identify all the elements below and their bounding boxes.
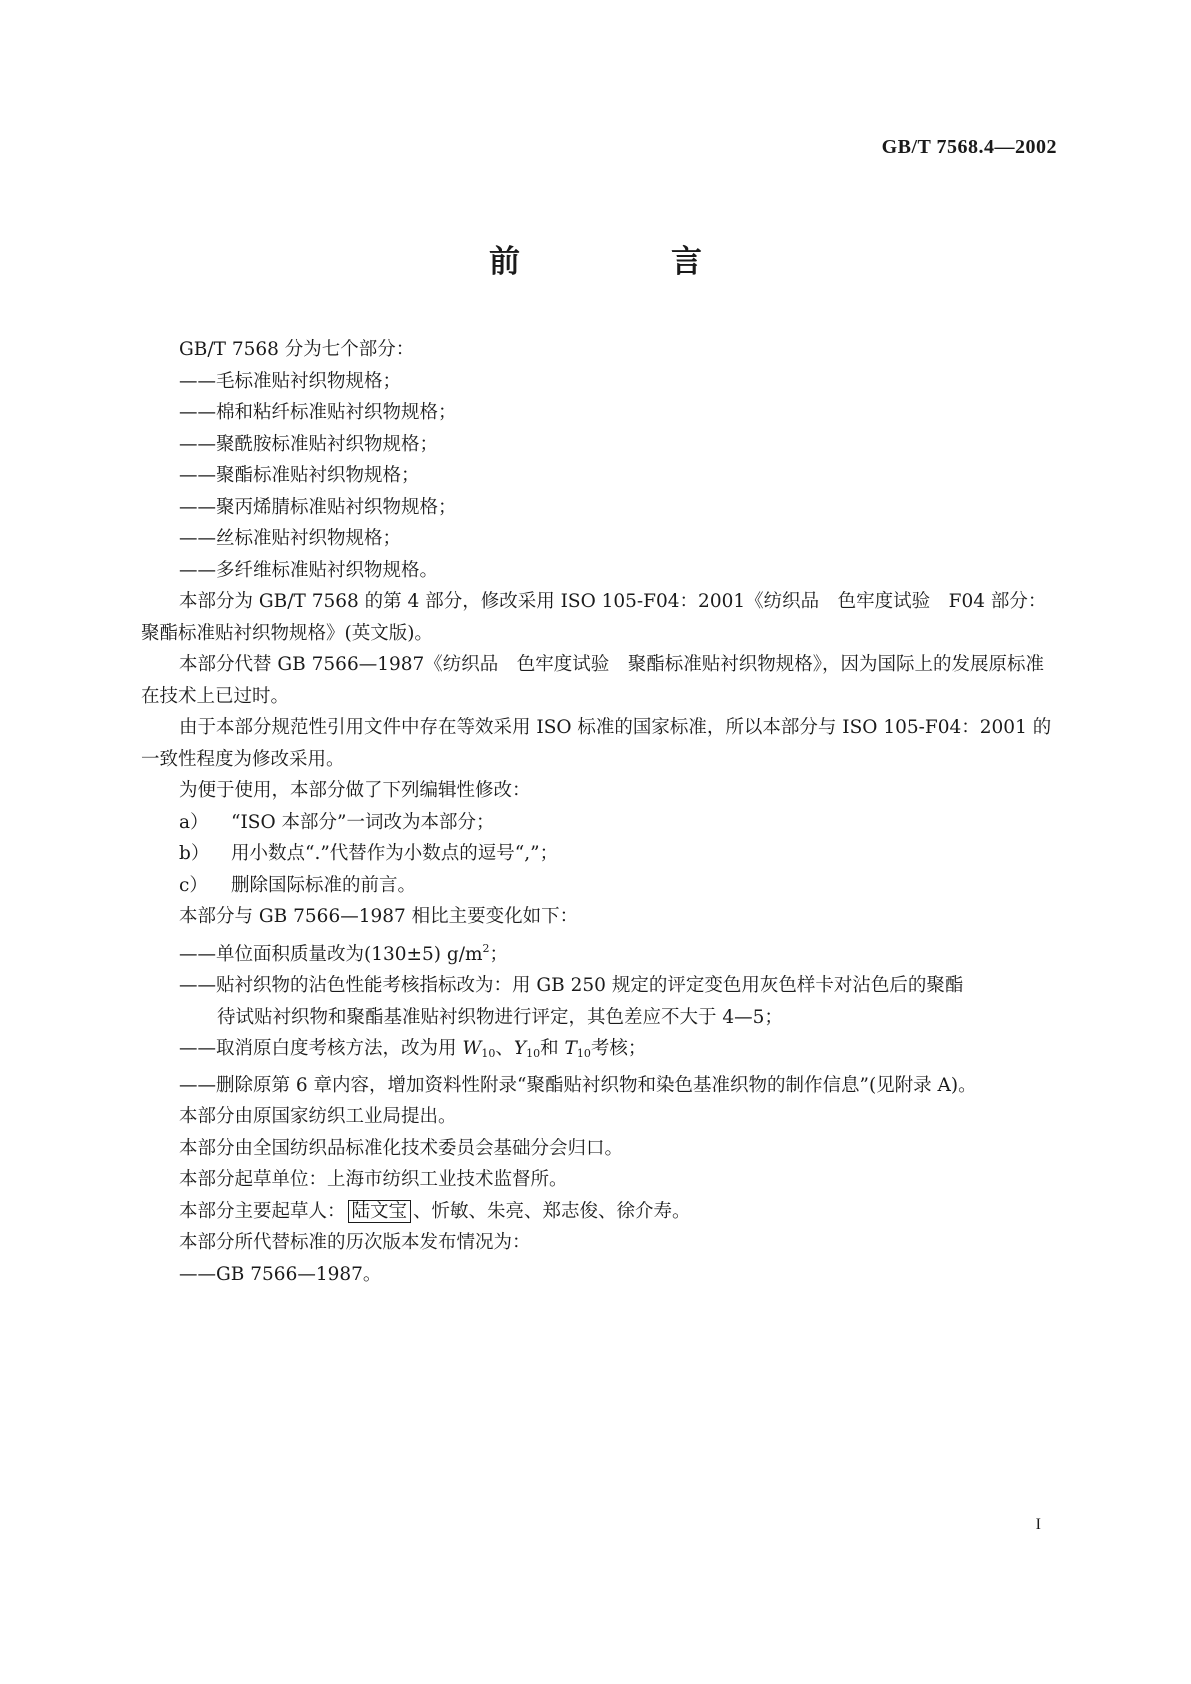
proposer-paragraph: 本部分由原国家纺织工业局提出。 bbox=[179, 1106, 457, 1127]
drafters-label: 本部分主要起草人： bbox=[179, 1200, 346, 1222]
change-text: ； bbox=[489, 943, 509, 965]
symbol-y: Y bbox=[513, 1038, 527, 1059]
scope-paragraph: 本部分为 GB/T 7568 的第 4 部分，修改采用 ISO 105-F04：2001《纺织品 色牢度试验 F04 部分：聚酯标准贴衬织物规格》(英文版)。 bbox=[141, 591, 1047, 644]
superscript: 2 bbox=[482, 941, 490, 955]
symbol-w: W bbox=[462, 1038, 482, 1059]
symbol-t: T bbox=[564, 1038, 577, 1059]
subscript: 10 bbox=[481, 1047, 496, 1060]
boxed-name: 陆文宝 bbox=[348, 1200, 412, 1223]
drafting-unit-paragraph: 本部分起草单位：上海市纺织工业技术监督所。 bbox=[179, 1169, 568, 1190]
subscript: 10 bbox=[526, 1047, 541, 1060]
change-text: 考核； bbox=[590, 1038, 647, 1059]
foreword-body bbox=[141, 334, 1060, 1290]
change-text-continued: 待试贴衬织物和聚酯基准贴衬织物进行评定，其色差应不大于 4—5； bbox=[217, 1006, 783, 1028]
change-item bbox=[141, 933, 1060, 971]
part-item: ——毛标准贴衬织物规格； bbox=[179, 370, 402, 392]
committee-paragraph: 本部分由全国纺织品标准化技术委员会基础分会归口。 bbox=[179, 1137, 624, 1159]
history-intro: 本部分所代替标准的历次版本发布情况为： bbox=[179, 1232, 531, 1253]
part-item: ——丝标准贴衬织物规格； bbox=[179, 528, 402, 549]
consistency-paragraph: 由于本部分规范性引用文件中存在等效采用 ISO 标准的国家标准，所以本部分与 ISO 105-F04：2001 的一致性程度为修改采用。 bbox=[141, 717, 1052, 770]
change-item: ——删除原第 6 章内容，增加资料性附录“聚酯贴衬织物和染色基准织物的制作信息”(见附录 A)。 bbox=[179, 1074, 977, 1096]
replacement-paragraph: 本部分代替 GB 7566—1987《纺织品 色牢度试验 聚酯标准贴衬织物规格》，因为国际上的发展原标准在技术上已过时。 bbox=[141, 654, 1045, 707]
edit-text: 删除国际标准的前言。 bbox=[231, 874, 417, 896]
edits-intro: 为便于使用，本部分做了下列编辑性修改： bbox=[179, 780, 531, 801]
separator: 、 bbox=[495, 1038, 514, 1059]
part-item: ——聚酯标准贴衬织物规格； bbox=[179, 465, 420, 486]
edit-item bbox=[141, 838, 1060, 870]
page-title: 前 言 bbox=[489, 244, 762, 280]
part-item: ——聚酰胺标准贴衬织物规格； bbox=[179, 433, 439, 455]
conjunction: 和 bbox=[540, 1038, 565, 1059]
intro-paragraph: GB/T 7568 分为七个部分： bbox=[179, 339, 415, 360]
changes-intro: 本部分与 GB 7566—1987 相比主要变化如下： bbox=[179, 906, 579, 927]
page-number: I bbox=[1035, 1516, 1041, 1533]
edit-marker: a） bbox=[179, 811, 209, 833]
standard-code: GB/T 7568.4—2002 bbox=[881, 136, 1057, 158]
change-text: ——取消原白度考核方法，改为用 bbox=[179, 1038, 463, 1059]
subscript: 10 bbox=[576, 1047, 591, 1060]
part-item: ——棉和粘纤标准贴衬织物规格； bbox=[179, 402, 457, 423]
change-text: ——单位面积质量改为(130±5) g/m bbox=[179, 943, 483, 965]
edit-marker: b） bbox=[179, 843, 210, 864]
change-item bbox=[141, 1033, 1060, 1070]
change-text: ——贴衬织物的沾色性能考核指标改为：用 GB 250 规定的评定变色用灰色样卡对沾色后的聚酯 bbox=[179, 975, 964, 996]
history-item: ——GB 7566—1987。 bbox=[179, 1263, 382, 1285]
change-item bbox=[141, 970, 1060, 1033]
edit-text: 用小数点“.”代替作为小数点的逗号“,”； bbox=[231, 843, 559, 864]
edit-marker: c） bbox=[179, 874, 208, 896]
part-item: ——多纤维标准贴衬织物规格。 bbox=[179, 559, 439, 581]
edit-item bbox=[141, 807, 1060, 839]
drafters-names: 、忻敏、朱亮、郑志俊、徐介寿。 bbox=[413, 1200, 691, 1222]
edit-text: “ISO 本部分”一词改为本部分； bbox=[231, 811, 495, 833]
drafters-paragraph bbox=[141, 1196, 1060, 1228]
edit-item bbox=[141, 870, 1060, 902]
part-item: ——聚丙烯腈标准贴衬织物规格； bbox=[179, 496, 457, 518]
